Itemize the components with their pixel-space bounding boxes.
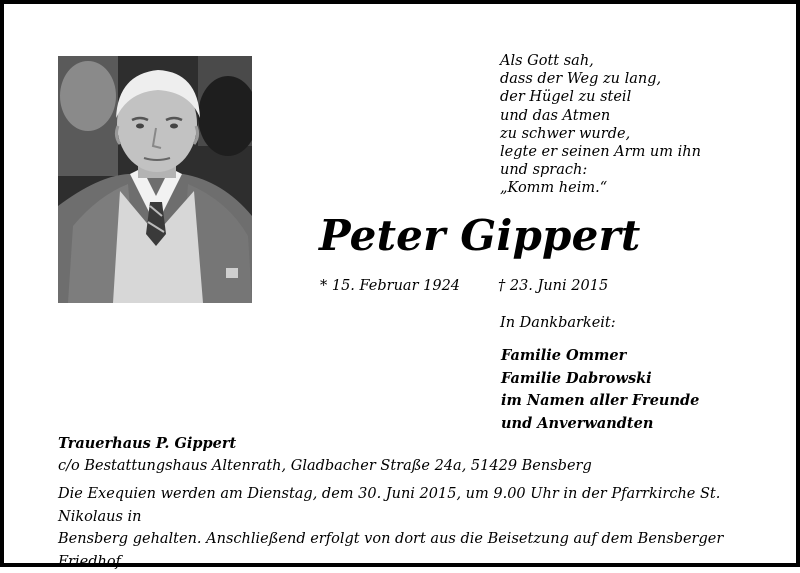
ceremony-notice [58, 483, 758, 573]
poem-line: der Hügel zu steil [500, 89, 632, 106]
birth-date: * 15. Februar 1924 [320, 278, 461, 294]
poem-line: Als Gott sah, [500, 53, 594, 69]
ceremony-line: Die Exequien werden am Dienstag, dem 30. Juni 2015, um 9.00 Uhr in der Pfarrkirche St. Nikolaus in [58, 486, 721, 525]
portrait-photo [58, 56, 252, 303]
poem-line: legte er seinen Arm um ihn [500, 144, 701, 161]
mourner-line: Familie Dabrowski [501, 369, 652, 387]
deceased-name: Peter Gippert [319, 211, 641, 260]
mourner-line: Familie Ommer [501, 347, 627, 364]
poem-line: dass der Weg zu lang, [500, 71, 662, 88]
mourner-line: und Anverwandten [501, 414, 654, 432]
thanks-heading: In Dankbarkeit: [500, 315, 616, 331]
portrait-illustration [58, 56, 252, 303]
poem [500, 52, 701, 198]
mourners-list [501, 345, 699, 435]
poem-line: „Komm heim.“ [500, 180, 608, 197]
poem-line: und das Atmen [500, 107, 611, 124]
mourning-house-address: c/o Bestattungshaus Altenrath, Gladbacher Straße 24a, 51429 Bensberg [58, 458, 592, 474]
mourner-line: im Namen aller Freunde [501, 392, 700, 409]
poem-line: und sprach: [500, 162, 588, 179]
mourning-house-name: Trauerhaus P. Gippert [58, 435, 237, 452]
death-date: † 23. Juni 2015 [498, 278, 609, 294]
poem-line: zu schwer wurde, [500, 125, 631, 142]
ceremony-line: Bensberg gehalten. Anschließend erfolgt von dort aus die Beisetzung auf dem Bensberger Friedhof. [58, 531, 724, 570]
